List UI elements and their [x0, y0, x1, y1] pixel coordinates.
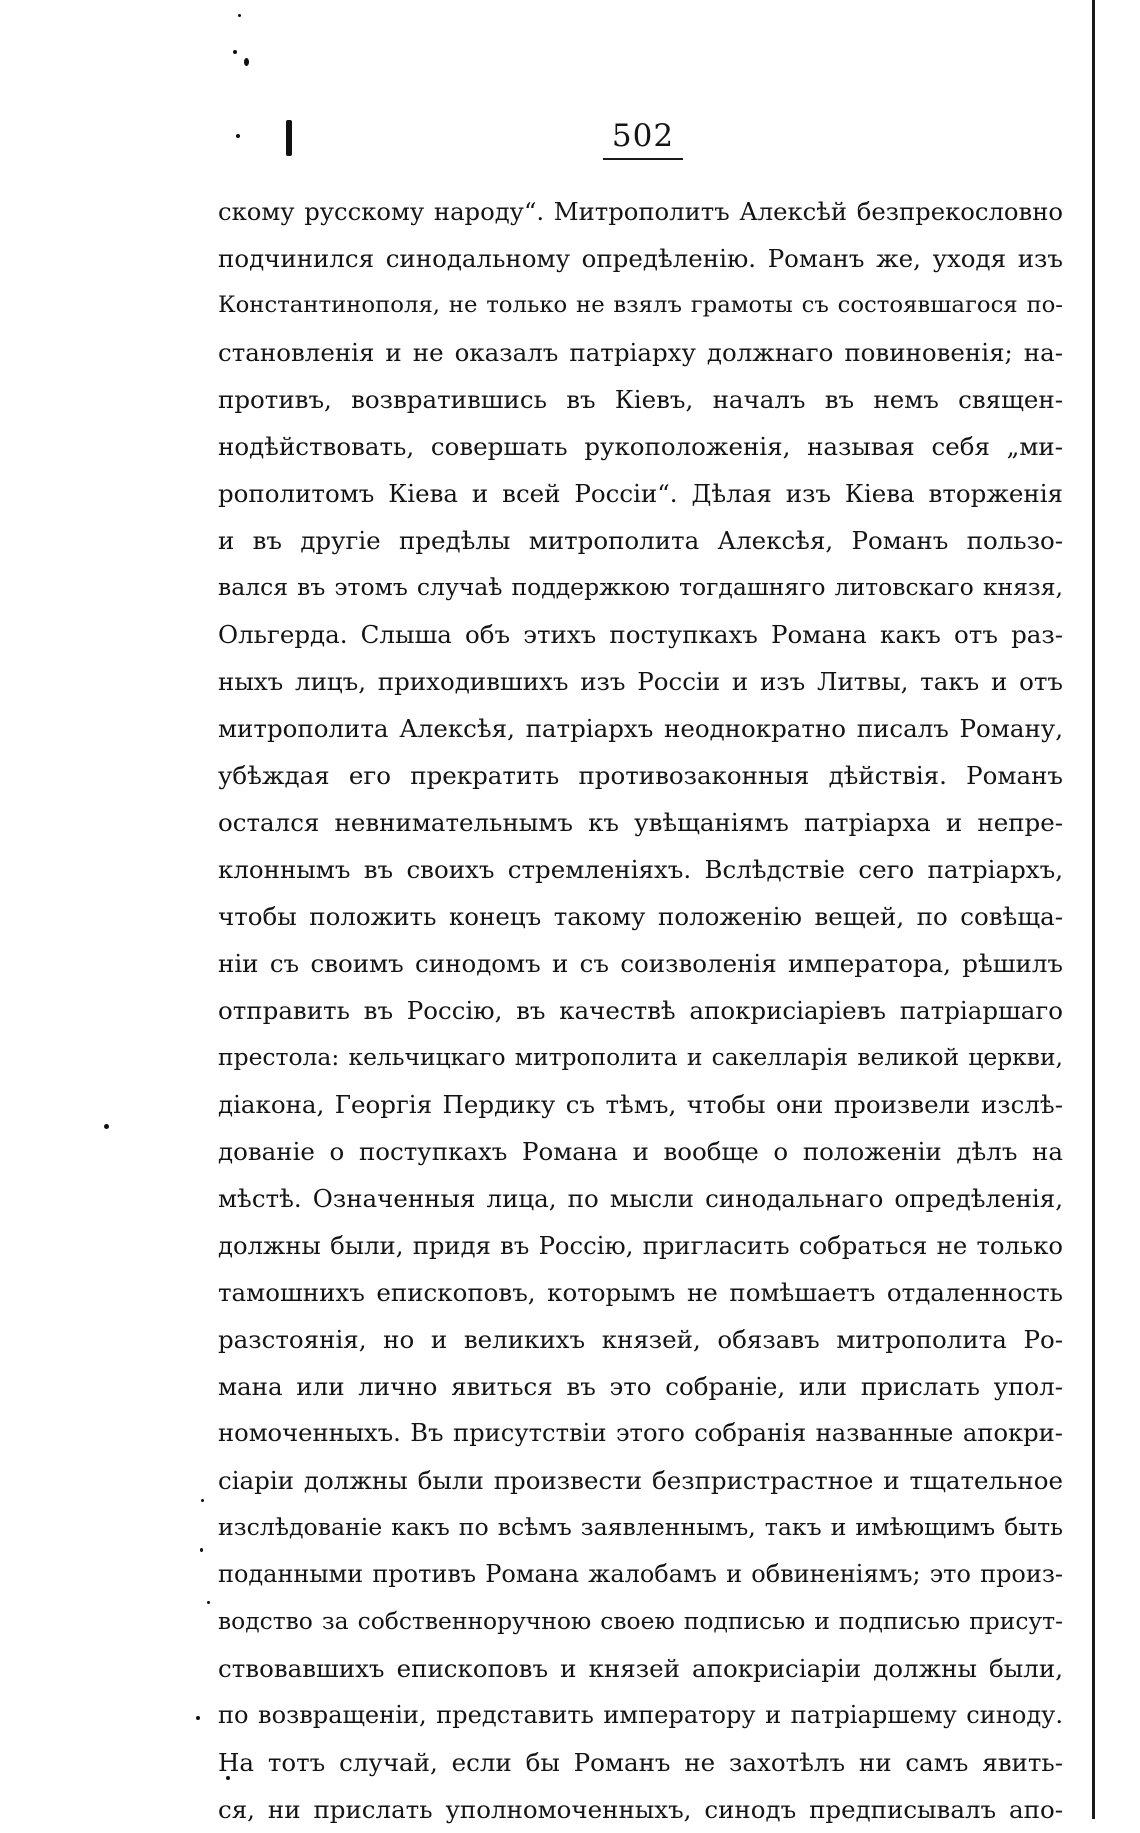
- page-number-underline: [603, 158, 683, 160]
- scan-speck: [196, 1716, 200, 1720]
- text-line: остался невнимательнымъ къ увѣщаніямъ патріарха и непре-: [218, 808, 1063, 837]
- text-line: изслѣдованіе какъ по всѣмъ заявленнымъ, такъ и имѣющимъ быть: [218, 1513, 1063, 1541]
- text-line: должны были, придя въ Россію, пригласить собраться не только: [218, 1231, 1063, 1260]
- text-line: мана или лично явиться въ это собраніе, или прислать упол-: [218, 1372, 1063, 1401]
- text-line: убѣждая его прекратить противозаконныя дѣйствія. Романъ: [218, 761, 1063, 790]
- text-line: и въ другіе предѣлы митрополита Алексѣя, Романъ пользо-: [218, 526, 1063, 555]
- text-line: дованіе о поступкахъ Романа и вообще о положеніи дѣлъ на: [218, 1137, 1063, 1166]
- text-line: ствовавшихъ епископовъ и князей апокрисіаріи должны были,: [218, 1654, 1063, 1683]
- text-line: отправить въ Россію, въ качествѣ апокрисіаріевъ патріаршаго: [218, 996, 1063, 1025]
- text-line: мѣстѣ. Означенныя лица, по мысли синодальнаго опредѣленія,: [218, 1184, 1063, 1213]
- text-line: нодѣйствовать, совершать рукоположенія, называя себя „ми-: [218, 432, 1063, 461]
- scan-speck: [238, 14, 241, 17]
- scan-speck: [201, 1499, 204, 1502]
- text-line: ныхъ лицъ, приходившихъ изъ Россіи и изъ Литвы, такъ и отъ: [218, 667, 1063, 696]
- text-line: митрополита Алексѣя, патріархъ неоднократно писалъ Роману,: [218, 714, 1063, 743]
- text-line: клоннымъ въ своихъ стремленіяхъ. Вслѣдствіе сего патріархъ,: [218, 855, 1063, 884]
- text-line: чтобы положить конецъ такому положенію вещей, по совѣща-: [218, 902, 1063, 931]
- text-line: Константинополя, не только не взялъ грамоты съ состоявшагося по-: [218, 292, 1063, 318]
- page-number: 502: [611, 118, 675, 154]
- text-line: водство за собственноручною своею подписью и подписью присут-: [218, 1607, 1063, 1635]
- text-line: вался въ этомъ случаѣ поддержкою тогдашняго литовскаго князя,: [218, 573, 1063, 601]
- scan-speck: [104, 1124, 109, 1129]
- text-line: діакона, Георгія Пердику съ тѣмъ, чтобы они произвели изслѣ-: [218, 1090, 1063, 1119]
- scan-speck: [286, 120, 292, 156]
- text-line: разстоянія, но и великихъ князей, обязавъ митрополита Ро-: [218, 1325, 1063, 1354]
- text-line: становленія и не оказалъ патріарху должнаго повиновенія; на-: [218, 338, 1063, 367]
- body-text: [218, 188, 1063, 1833]
- text-line: сіаріи должны были произвести безпристрастное и тщательное: [218, 1466, 1063, 1495]
- text-line: номоченныхъ. Въ присутствіи этого собранія названные апокри-: [218, 1419, 1063, 1447]
- text-line: ніи съ своимъ синодомъ и съ соизволенія императора, рѣшилъ: [218, 949, 1063, 978]
- text-line: престола: кельчицкаго митрополита и сакелларія великой церкви,: [218, 1043, 1063, 1071]
- text-line: подчинился синодальному опредѣленію. Романъ же, уходя изъ: [218, 244, 1063, 273]
- text-line: поданными противъ Романа жалобамъ и обвиненіямъ; это произ-: [218, 1560, 1063, 1588]
- scan-page-edge: [1092, 0, 1095, 1819]
- scan-speck: [200, 1548, 203, 1552]
- text-line: противъ, возвратившись въ Кіевъ, началъ въ немъ священ-: [218, 385, 1063, 414]
- scan-speck: [236, 134, 240, 138]
- text-line: рополитомъ Кіева и всей Россіи“. Дѣлая изъ Кіева вторженія: [218, 479, 1063, 508]
- scan-speck: [207, 1601, 210, 1604]
- text-line: ся, ни прислать уполномоченныхъ, синодъ предписывалъ апо-: [218, 1795, 1063, 1824]
- text-line: тамошнихъ епископовъ, которымъ не помѣшаетъ отдаленность: [218, 1278, 1063, 1307]
- text-line: скому русскому народу“. Митрополитъ Алексѣй безпрекословно: [218, 197, 1063, 226]
- scan-speck: [233, 50, 237, 54]
- text-line: На тотъ случай, если бы Романъ не захотѣлъ ни самъ явить-: [218, 1748, 1063, 1777]
- scan-speck: [244, 58, 249, 66]
- text-line: Ольгерда. Слыша объ этихъ поступкахъ Романа какъ отъ раз-: [218, 620, 1063, 649]
- text-line: по возвращеніи, представить императору и патріаршему синоду.: [218, 1701, 1063, 1729]
